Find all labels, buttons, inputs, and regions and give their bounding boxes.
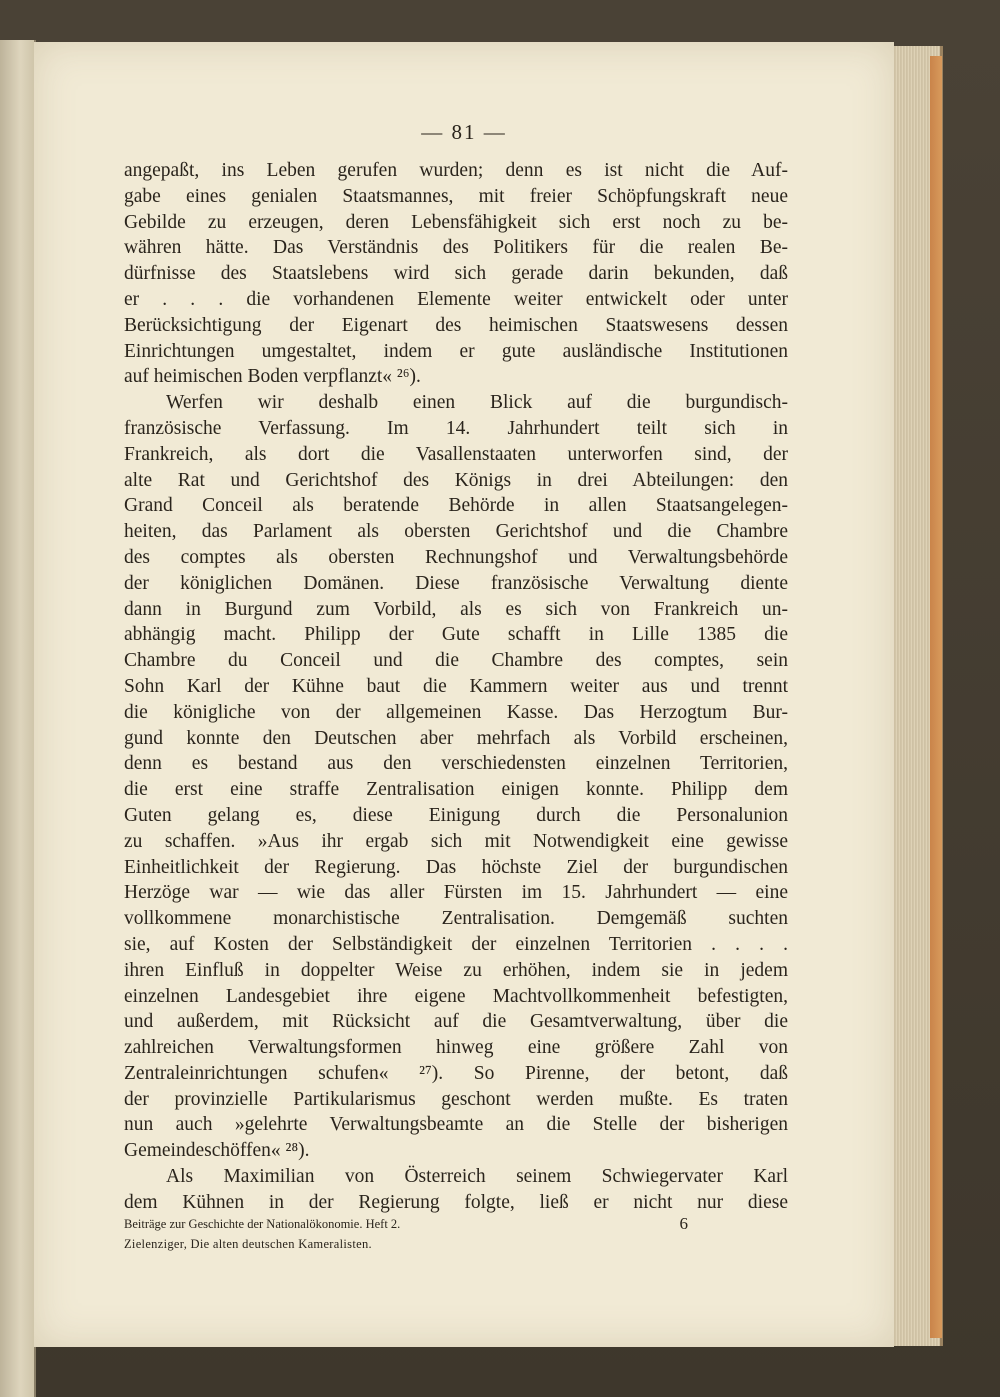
footer-author-title: Zielenziger, Die alten deutschen Kameralisten. — [124, 1237, 372, 1251]
page-number: — 81 — — [421, 120, 507, 144]
text-line: der provinzielle Partikularismus geschont werden mußte. Es traten — [124, 1088, 788, 1110]
footer-series-row — [124, 1214, 788, 1234]
body-text — [124, 158, 788, 1216]
book-page — [34, 42, 894, 1347]
text-line: die königliche von der allgemeinen Kasse. Das Herzogtum Bur- — [124, 701, 788, 723]
text-line: Sohn Karl der Kühne baut die Kammern weiter aus und trennt — [124, 675, 788, 697]
book-cover-edge — [930, 56, 942, 1338]
text-line: gund konnte den Deutschen aber mehrfach als Vorbild erscheinen, — [124, 727, 788, 749]
text-line: währen hätte. Das Verständnis des Politikers für die realen Be- — [124, 237, 788, 259]
text-line: abhängig macht. Philipp der Gute schafft in Lille 1385 die — [124, 624, 788, 646]
text-line: Gemeindeschöffen« ²⁸). — [124, 1140, 310, 1162]
text-line: dürfnisse des Staatslebens wird sich gerade darin bekunden, daß — [124, 263, 788, 285]
text-line: auf heimischen Boden verpflanzt« ²⁶). — [124, 366, 421, 388]
text-line: der königlichen Domänen. Diese französische Verwaltung diente — [124, 572, 788, 594]
text-line: die erst eine straffe Zentralisation einigen konnte. Philipp dem — [124, 779, 788, 801]
text-line: zahlreichen Verwaltungsformen hinweg eine größere Zahl von — [124, 1037, 788, 1059]
text-line: denn es bestand aus den verschiedensten einzelnen Territorien, — [124, 753, 788, 775]
text-line: Berücksichtigung der Eigenart des heimischen Staatswesens dessen — [124, 314, 788, 336]
text-line: nun auch »gelehrte Verwaltungsbeamte an die Stelle der bisherigen — [124, 1114, 788, 1136]
text-line: einzelnen Landesgebiet ihre eigene Machtvollkommenheit befestigten, — [124, 985, 788, 1007]
text-line: sie, auf Kosten der Selbständigkeit der einzelnen Territorien . . . . — [124, 933, 788, 955]
text-line: Einheitlichkeit der Regierung. Das höchste Ziel der burgundischen — [124, 856, 788, 878]
text-line: zu schaffen. »Aus ihr ergab sich mit Notwendigkeit eine gewisse — [124, 830, 788, 852]
text-line: Herzöge war — wie das aller Fürsten im 15. Jahrhundert — eine — [124, 882, 788, 904]
text-line: vollkommene monarchistische Zentralisation. Demgemäß suchten — [124, 908, 788, 930]
text-line: französische Verfassung. Im 14. Jahrhundert teilt sich in — [124, 417, 788, 439]
text-line: alte Rat und Gerichtshof des Königs in drei Abteilungen: den — [124, 469, 788, 491]
left-page-edge — [0, 40, 36, 1397]
text-line: Gebilde zu erzeugen, deren Lebensfähigkeit sich erst noch zu be- — [124, 211, 788, 233]
footer-series: Beiträge zur Geschichte der Nationalökonomie. Heft 2. — [124, 1217, 401, 1231]
text-line: Werfen wir deshalb einen Blick auf die burgundisch- — [166, 392, 788, 414]
text-line: Zentraleinrichtungen schufen« ²⁷). So Pirenne, der betont, daß — [124, 1062, 788, 1084]
text-line: dem Kühnen in der Regierung folgte, ließ er nicht nur diese — [124, 1191, 788, 1213]
text-line: Einrichtungen umgestaltet, indem er gute ausländische Institutionen — [124, 340, 788, 362]
text-line: heiten, das Parlament als obersten Gerichtshof und die Chambre — [124, 521, 788, 543]
text-line: angepaßt, ins Leben gerufen wurden; denn es ist nicht die Auf- — [124, 160, 788, 181]
text-line: Frankreich, als dort die Vasallenstaaten unterworfen sind, der — [124, 443, 788, 465]
text-line: Guten gelang es, diese Einigung durch die Personalunion — [124, 804, 788, 826]
sheet-signature: 6 — [679, 1214, 688, 1233]
text-line: Grand Conceil als beratende Behörde in allen Staatsangelegen- — [124, 495, 788, 517]
text-line: und außerdem, mit Rücksicht auf die Gesamtverwaltung, über die — [124, 1011, 788, 1033]
text-line: dann in Burgund zum Vorbild, als es sich von Frankreich un- — [124, 598, 788, 620]
text-line: ihren Einfluß in doppelter Weise zu erhöhen, indem sie in jedem — [124, 959, 788, 981]
text-line: er . . . die vorhandenen Elemente weiter entwickelt oder unter — [124, 288, 788, 310]
text-line: Chambre du Conceil und die Chambre des comptes, sein — [124, 650, 788, 672]
text-line: gabe eines genialen Staatsmannes, mit freier Schöpfungskraft neue — [124, 185, 788, 207]
text-line: des comptes als obersten Rechnungshof und Verwaltungsbehörde — [124, 546, 788, 568]
text-line: Als Maximilian von Österreich seinem Schwiegervater Karl — [166, 1166, 788, 1188]
page-footer — [124, 1214, 788, 1254]
